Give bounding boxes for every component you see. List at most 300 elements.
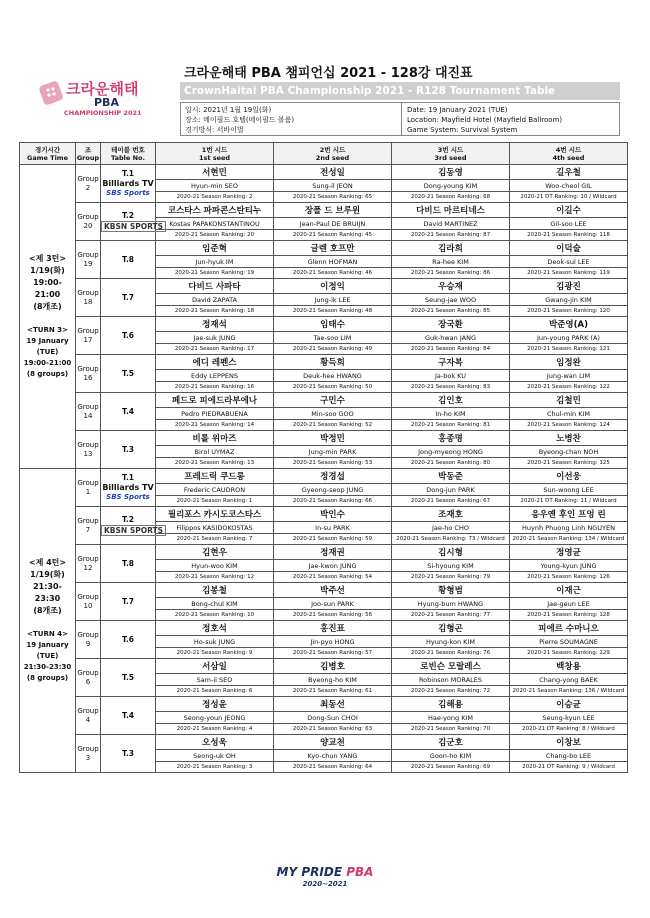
table-row-name-kr (20, 317, 628, 332)
group-number: 14 (83, 411, 93, 420)
table-number: T.7 (121, 597, 135, 606)
player-ranking: 2020-21 Season Ranking: 134 / Wildcard (510, 534, 628, 545)
player-name-kr: 이길수 (510, 203, 628, 218)
game-time-en-line: 19:00-21:00 (23, 359, 72, 367)
table-number-cell (101, 393, 156, 431)
game-time-en-line: 21:30-23:30 (23, 663, 72, 671)
player-name-kr: 이승균 (510, 697, 628, 712)
table-number-cell (101, 545, 156, 583)
player-name-kr: 전성일 (274, 165, 392, 180)
game-time-kr-line: 21:30- (33, 582, 62, 591)
player-ranking: 2020-21 Season Ranking: 126 (510, 572, 628, 583)
player-name-kr: 우승재 (392, 279, 510, 294)
group-number: 9 (85, 639, 91, 648)
group-number: 17 (83, 335, 93, 344)
player-ranking: 2020-21 Season Ranking: 59 (274, 534, 392, 545)
player-name-en: Sung-il JEON (274, 180, 392, 192)
player-name-en: Dong-Sun CHOI (274, 712, 392, 724)
player-name-en: Filippos KASIDOKOSTAS (156, 522, 274, 534)
group-label: Group (77, 364, 99, 373)
game-time-en-line: 19 January (26, 641, 69, 649)
table-number-cell (101, 279, 156, 317)
table-row-name-kr (20, 659, 628, 674)
header-seed-4: 4번 시드 4th seed (510, 143, 628, 165)
player-ranking: 2020-21 Season Ranking: 80 (392, 458, 510, 469)
game-time-spacer (20, 617, 75, 629)
group-number: 2 (85, 183, 91, 192)
player-ranking: 2020-21 Season Ranking: 63 (274, 724, 392, 735)
sbs-sports-logo: SBS Sports (106, 493, 150, 501)
info-date-en: Date: 19 January 2021 (TUE) (407, 106, 508, 114)
player-ranking: 2020-21 Season Ranking: 49 (274, 344, 392, 355)
player-name-kr: 김인호 (392, 393, 510, 408)
group-cell (76, 317, 101, 355)
logo-text-pba: PBA (94, 96, 119, 109)
player-ranking: 2020-21 Season Ranking: 46 (274, 268, 392, 279)
group-cell (76, 697, 101, 735)
player-name-en: Dong-jun PARK (392, 484, 510, 496)
player-name-kr: 백창용 (510, 659, 628, 674)
group-number: 7 (85, 525, 91, 534)
player-ranking: 2020-21 Season Ranking: 67 (392, 496, 510, 507)
footer-slogan: MY PRIDE PBA (276, 865, 374, 879)
player-name-kr: 김형곤 (392, 621, 510, 636)
player-name-kr: 박정민 (274, 431, 392, 446)
group-label: Group (77, 478, 99, 487)
header-table-no: 테이블 번호 Table No. (101, 143, 156, 165)
player-name-kr: 서삼일 (156, 659, 274, 674)
player-name-en: Woo-cheol GIL (510, 180, 628, 192)
player-name-en: Jung-wan LIM (510, 370, 628, 382)
player-name-kr: 오성욱 (156, 735, 274, 750)
player-name-kr: 박동준 (392, 469, 510, 484)
group-cell (76, 469, 101, 507)
player-name-kr: 박주선 (274, 583, 392, 598)
group-cell (76, 241, 101, 279)
player-name-en: Bong-chul KIM (156, 598, 274, 610)
player-name-en: Joo-sun PARK (274, 598, 392, 610)
footer (0, 865, 650, 888)
game-time-kr-line: 23:30 (34, 594, 61, 603)
player-name-kr: 홍종명 (392, 431, 510, 446)
player-ranking: 2020-21 Season Ranking: 17 (156, 344, 274, 355)
player-ranking: 2020-21 Season Ranking: 50 (274, 382, 392, 393)
player-name-en: Pierre SOUMAGNE (510, 636, 628, 648)
game-time-en-line: <TURN 4> (27, 630, 68, 638)
group-label: Group (77, 326, 99, 335)
logo-mark-icon (38, 80, 64, 106)
table-number: T.5 (121, 673, 135, 682)
table-number: T.6 (121, 331, 135, 340)
player-name-en: Byeong-chan NOH (510, 446, 628, 458)
player-name-kr: 정영균 (510, 545, 628, 560)
player-name-en: Hae-yong KIM (392, 712, 510, 724)
player-name-kr: 최동선 (274, 697, 392, 712)
group-cell (76, 659, 101, 697)
game-time-en-line: <TURN 3> (27, 326, 68, 334)
player-name-kr: 김동영 (392, 165, 510, 180)
player-name-en: Huynh Phuong Linh NGUYEN (510, 522, 628, 534)
table-number-cell (101, 659, 156, 697)
group-label: Group (77, 554, 99, 563)
player-name-kr: 박인수 (274, 507, 392, 522)
group-number: 1 (85, 487, 91, 496)
group-number: 13 (83, 449, 93, 458)
player-ranking: 2020-21 Season Ranking: 7 (156, 534, 274, 545)
game-time-en-line: (TUE) (36, 348, 59, 356)
game-time-kr-line: <제 3턴> (28, 254, 67, 263)
player-ranking: 2020-21 Season Ranking: 76 (392, 648, 510, 659)
header-seed-1: 1번 시드 1st seed (156, 143, 274, 165)
table-number-cell (101, 165, 156, 203)
logo-text-kr: 크라운해태 (66, 80, 139, 98)
player-name-kr: 비롤 위마즈 (156, 431, 274, 446)
player-name-kr: 이덕술 (510, 241, 628, 256)
player-name-en: Seung-jae WOO (392, 294, 510, 306)
player-name-en: Hyun-min SEO (156, 180, 274, 192)
player-ranking: 2020-21 DT Ranking: 11 / Wildcard (510, 496, 628, 507)
info-system-kr: 경기방식: 서바이벌 (185, 126, 244, 134)
group-label: Group (77, 592, 99, 601)
table-row-name-kr (20, 621, 628, 636)
group-cell (76, 355, 101, 393)
player-name-en: David ZAPATA (156, 294, 274, 306)
game-time-kr-line: 19:00- (33, 278, 62, 287)
player-ranking: 2020-21 Season Ranking: 68 (392, 192, 510, 203)
player-ranking: 2020-21 Season Ranking: 13 (156, 458, 274, 469)
game-time-kr-line: 21:00 (34, 290, 61, 299)
game-time-kr-line: 1/19(화) (30, 266, 65, 275)
table-row-name-kr (20, 469, 628, 484)
player-name-en: Ja-bok KU (392, 370, 510, 382)
player-ranking: 2020-21 Season Ranking: 124 (510, 420, 628, 431)
player-name-kr: 황형범 (392, 583, 510, 598)
group-number: 16 (83, 373, 93, 382)
player-ranking: 2020-21 Season Ranking: 2 (156, 192, 274, 203)
player-ranking: 2020-21 Season Ranking: 66 (274, 496, 392, 507)
billiards-tv-logo: Billiards TV (102, 483, 154, 492)
player-ranking: 2020-21 Season Ranking: 20 (156, 230, 274, 241)
player-name-kr: 페드로 피에드라부에나 (156, 393, 274, 408)
player-name-en: Min-soo GOO (274, 408, 392, 420)
tournament-body (20, 165, 628, 773)
event-info-box (180, 102, 620, 136)
player-name-en: Chang-yong BAEK (510, 674, 628, 686)
player-ranking: 2020-21 Season Ranking: 6 (156, 686, 274, 697)
player-ranking: 2020-21 Season Ranking: 81 (392, 420, 510, 431)
player-name-kr: 박준영(A) (510, 317, 628, 332)
group-label: Group (77, 288, 99, 297)
game-time-en-line: (8 groups) (26, 370, 69, 378)
table-number: T.8 (121, 255, 135, 264)
table-number: T.4 (121, 711, 135, 720)
table-number: T.2 (121, 515, 135, 524)
player-name-kr: 글렌 호프만 (274, 241, 392, 256)
player-ranking: 2020-21 Season Ranking: 3 (156, 762, 274, 773)
game-time-cell (20, 469, 76, 773)
player-name-kr: 프레드릭 쿠드롱 (156, 469, 274, 484)
group-label: Group (77, 402, 99, 411)
player-name-kr: 김군호 (392, 735, 510, 750)
player-name-en: Jun-young PARK (A) (510, 332, 628, 344)
info-location-en: Location: Mayfield Hotel (Mayfield Ballroom) (407, 116, 563, 124)
player-name-en: Jae-kwon JUNG (274, 560, 392, 572)
group-label: Group (77, 706, 99, 715)
player-ranking: 2020-21 Season Ranking: 64 (274, 762, 392, 773)
player-name-en: Si-hyoung KIM (392, 560, 510, 572)
group-label: Group (77, 630, 99, 639)
game-time-en-line: (8 groups) (26, 674, 69, 682)
player-ranking: 2020-21 Season Ranking: 72 (392, 686, 510, 697)
table-number-cell (101, 241, 156, 279)
player-name-en: Jae-geun LEE (510, 598, 628, 610)
group-label: Group (77, 516, 99, 525)
player-name-en: Dong-young KIM (392, 180, 510, 192)
player-ranking: 2020-21 Season Ranking: 122 (510, 382, 628, 393)
player-name-kr: 김병호 (274, 659, 392, 674)
group-cell (76, 583, 101, 621)
header-seed-2: 2번 시드 2nd seed (274, 143, 392, 165)
info-system-en: Game System: Survival System (407, 126, 518, 134)
event-info-kr (185, 105, 294, 135)
player-ranking: 2020-21 Season Ranking: 57 (274, 648, 392, 659)
game-time-kr-line: <제 4턴> (28, 558, 67, 567)
player-name-en: Robinson MORALES (392, 674, 510, 686)
player-ranking: 2020-21 Season Ranking: 73 / Wildcard (392, 534, 510, 545)
group-cell (76, 621, 101, 659)
group-cell (76, 203, 101, 241)
player-name-en: Tae-soo LIM (274, 332, 392, 344)
table-row-name-kr (20, 393, 628, 408)
player-name-kr: 김라희 (392, 241, 510, 256)
group-number: 4 (85, 715, 91, 724)
info-date-kr: 일시: 2021년 1월 19일(화) (185, 106, 272, 114)
player-ranking: 2020-21 DT Ranking: 8 / Wildcard (510, 724, 628, 735)
kbsn-sports-logo: KBSN SPORTS (101, 221, 166, 232)
player-name-en: Glenn HOFMAN (274, 256, 392, 268)
player-name-kr: 조재호 (392, 507, 510, 522)
table-number-cell (101, 469, 156, 507)
player-ranking: 2020-21 Season Ranking: 69 (392, 762, 510, 773)
player-name-kr: 임태수 (274, 317, 392, 332)
player-name-en: Birol UYMAZ (156, 446, 274, 458)
player-ranking: 2020-21 Season Ranking: 84 (392, 344, 510, 355)
table-header-row (20, 143, 628, 165)
player-name-en: Deuk-hee HWANG (274, 370, 392, 382)
group-number: 20 (83, 221, 93, 230)
footer-season: 2020~2021 (302, 880, 348, 888)
game-time-kr-line: (8개조) (33, 606, 62, 615)
player-ranking: 2020-21 Season Ranking: 56 (274, 610, 392, 621)
player-name-kr: 홍진표 (274, 621, 392, 636)
player-name-en: Hyun-woo KIM (156, 560, 274, 572)
player-ranking: 2020-21 DT Ranking: 9 / Wildcard (510, 762, 628, 773)
logo-text-champ: CHAMPIONSHIP 2021 (64, 109, 142, 117)
group-number: 3 (85, 753, 91, 762)
player-name-en: Ra-hee KIM (392, 256, 510, 268)
player-name-en: Kyo-chun YANG (274, 750, 392, 762)
page-title-kr: 크라운해태 PBA 챔피언십 2021 - 128강 대진표 (184, 66, 473, 81)
player-name-kr: 길우철 (510, 165, 628, 180)
player-ranking: 2020-21 Season Ranking: 53 (274, 458, 392, 469)
group-cell (76, 735, 101, 773)
player-ranking: 2020-21 Season Ranking: 119 (510, 268, 628, 279)
player-name-kr: 에디 레펜스 (156, 355, 274, 370)
player-ranking: 2020-21 Season Ranking: 61 (274, 686, 392, 697)
player-ranking: 2020-21 Season Ranking: 87 (392, 230, 510, 241)
player-name-kr: 정성윤 (156, 697, 274, 712)
table-number-cell (101, 735, 156, 773)
player-name-en: Frederic CAUDRON (156, 484, 274, 496)
player-name-en: Ho-suk JUNG (156, 636, 274, 648)
table-row-name-kr (20, 583, 628, 598)
group-cell (76, 507, 101, 545)
player-name-en: Deok-sul LEE (510, 256, 628, 268)
player-name-en: Jae-ho CHO (392, 522, 510, 534)
player-name-en: Chang-bo LEE (510, 750, 628, 762)
player-name-kr: 양교천 (274, 735, 392, 750)
table-row-name-kr (20, 165, 628, 180)
info-divider (401, 103, 402, 135)
player-ranking: 2020-21 Season Ranking: 1 (156, 496, 274, 507)
table-row-name-kr (20, 545, 628, 560)
player-name-kr: 김광진 (510, 279, 628, 294)
table-row-name-kr (20, 431, 628, 446)
player-ranking: 2020-21 Season Ranking: 77 (392, 610, 510, 621)
player-ranking: 2020-21 Season Ranking: 48 (274, 306, 392, 317)
table-row-name-kr (20, 203, 628, 218)
table-row-name-kr (20, 241, 628, 256)
player-name-kr: 피에르 수마니으 (510, 621, 628, 636)
table-number-cell (101, 431, 156, 469)
player-name-en: Jae-suk JUNG (156, 332, 274, 344)
table-number-cell (101, 583, 156, 621)
player-name-kr: 구자복 (392, 355, 510, 370)
kbsn-sports-logo: KBSN SPORTS (101, 525, 166, 536)
group-number: 10 (83, 601, 93, 610)
tournament-table (19, 142, 628, 773)
group-number: 19 (83, 259, 93, 268)
table-number-cell (101, 697, 156, 735)
player-name-kr: 김봉철 (156, 583, 274, 598)
player-ranking: 2020-21 DT Ranking: 10 / Wildcard (510, 192, 628, 203)
player-ranking: 2020-21 Season Ranking: 121 (510, 344, 628, 355)
group-label: Group (77, 744, 99, 753)
group-cell (76, 165, 101, 203)
brand-logo (30, 80, 170, 120)
player-name-en: Jung-ik LEE (274, 294, 392, 306)
group-number: 18 (83, 297, 93, 306)
player-name-en: Kostas PAPAKONSTANTINOU (156, 218, 274, 230)
group-label: Group (77, 668, 99, 677)
player-name-kr: 정경섭 (274, 469, 392, 484)
player-ranking: 2020-21 Season Ranking: 129 (510, 648, 628, 659)
player-name-en: Seong-uk OH (156, 750, 274, 762)
table-number: T.7 (121, 293, 135, 302)
player-name-kr: 황득희 (274, 355, 392, 370)
player-ranking: 2020-21 Season Ranking: 52 (274, 420, 392, 431)
player-name-kr: 다비드 사파타 (156, 279, 274, 294)
player-name-kr: 필리포스 카시도코스타스 (156, 507, 274, 522)
player-name-kr: 장폴 드 브루윈 (274, 203, 392, 218)
table-number: T.8 (121, 559, 135, 568)
player-name-en: Seung-kyun LEE (510, 712, 628, 724)
player-ranking: 2020-21 Season Ranking: 65 (274, 192, 392, 203)
table-number-cell (101, 317, 156, 355)
player-name-en: Hyung-bum HWANG (392, 598, 510, 610)
table-number: T.3 (121, 749, 135, 758)
player-ranking: 2020-21 Season Ranking: 16 (156, 382, 274, 393)
group-label: Group (77, 440, 99, 449)
player-ranking: 2020-21 Season Ranking: 128 (510, 610, 628, 621)
group-cell (76, 279, 101, 317)
player-name-kr: 김해용 (392, 697, 510, 712)
group-cell (76, 393, 101, 431)
event-info-en (407, 105, 562, 135)
sbs-sports-logo: SBS Sports (106, 189, 150, 197)
group-cell (76, 545, 101, 583)
player-name-en: Hyung-kon KIM (392, 636, 510, 648)
player-name-en: Gyeong-seop JUNG (274, 484, 392, 496)
player-ranking: 2020-21 Season Ranking: 136 / Wildcard (510, 686, 628, 697)
player-ranking: 2020-21 Season Ranking: 19 (156, 268, 274, 279)
player-name-kr: 이창보 (510, 735, 628, 750)
player-ranking: 2020-21 Season Ranking: 18 (156, 306, 274, 317)
group-number: 12 (83, 563, 93, 572)
player-name-en: Jung-min PARK (274, 446, 392, 458)
table-number: T.1 (121, 169, 135, 178)
player-ranking: 2020-21 Season Ranking: 118 (510, 230, 628, 241)
player-name-en: Jean-Paul DE BRUIJN (274, 218, 392, 230)
player-name-kr: 김현우 (156, 545, 274, 560)
player-name-kr: 정재권 (274, 545, 392, 560)
table-number-cell (101, 203, 164, 241)
player-name-en: Chul-min KIM (510, 408, 628, 420)
player-name-kr: 코스타스 파파콘스탄티누 (156, 203, 274, 218)
player-ranking: 2020-21 Season Ranking: 120 (510, 306, 628, 317)
player-name-kr: 장국환 (392, 317, 510, 332)
player-ranking: 2020-21 Season Ranking: 12 (156, 572, 274, 583)
player-name-en: Sam-il SEO (156, 674, 274, 686)
player-name-en: Byeong-ho KIM (274, 674, 392, 686)
table-number: T.4 (121, 407, 135, 416)
player-name-kr: 다비드 마르티네스 (392, 203, 510, 218)
player-name-en: Jun-hyuk IM (156, 256, 274, 268)
player-ranking: 2020-21 Season Ranking: 125 (510, 458, 628, 469)
player-name-kr: 노병찬 (510, 431, 628, 446)
player-name-en: Goon-ho KIM (392, 750, 510, 762)
player-name-kr: 서현민 (156, 165, 274, 180)
table-number-cell (101, 621, 156, 659)
player-name-en: David MARTINEZ (392, 218, 510, 230)
group-label: Group (77, 174, 99, 183)
table-row-name-kr (20, 507, 628, 522)
player-name-en: Jin-pyo HONG (274, 636, 392, 648)
game-time-kr-line: (8개조) (33, 302, 62, 311)
player-name-kr: 정재석 (156, 317, 274, 332)
table-number: T.3 (121, 445, 135, 454)
group-number: 6 (85, 677, 91, 686)
player-ranking: 2020-21 Season Ranking: 79 (392, 572, 510, 583)
info-location-kr: 장소: 메이필드 호텔(메이필드 볼룸) (185, 116, 295, 124)
player-name-kr: 로빈슨 모랄레스 (392, 659, 510, 674)
header-seed-3: 3번 시드 3rd seed (392, 143, 510, 165)
game-time-en-line: (TUE) (36, 652, 59, 660)
game-time-kr-line: 1/19(화) (30, 570, 65, 579)
player-name-en: In-su PARK (274, 522, 392, 534)
header-group: 조 Group (76, 143, 101, 165)
player-name-kr: 정호석 (156, 621, 274, 636)
